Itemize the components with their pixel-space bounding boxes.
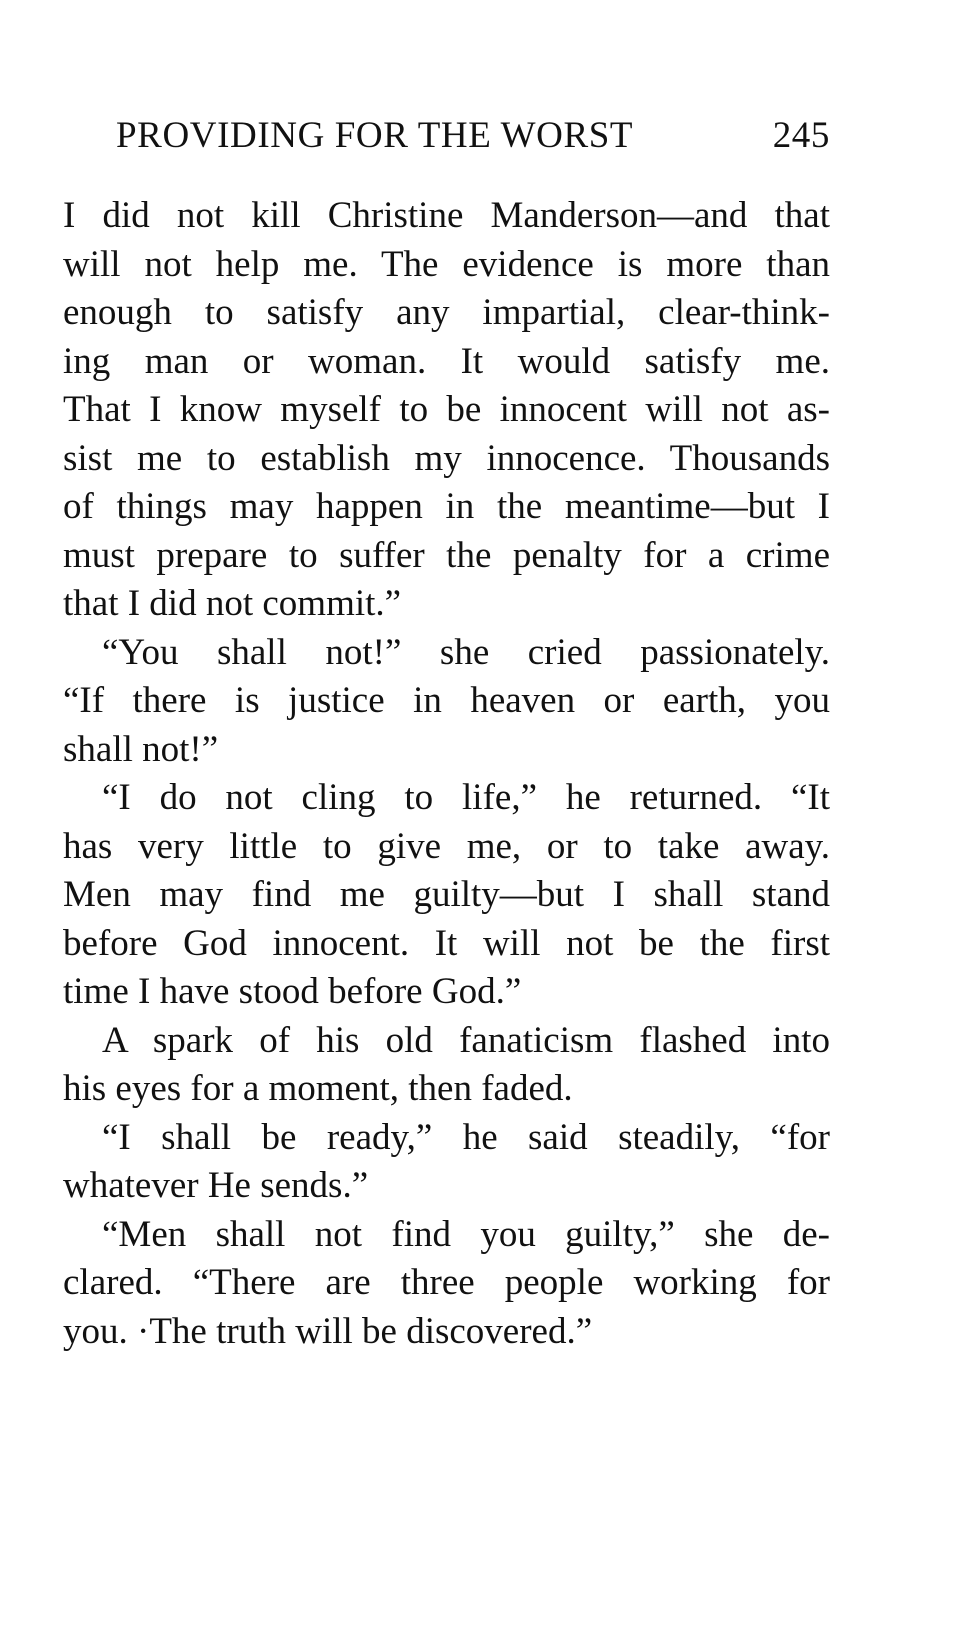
text-line: sist me to establish my innocence. Thousands: [63, 437, 830, 479]
text-line: Men may find me guilty—but I shall stand: [63, 874, 830, 915]
text-line: “Men shall not find you guilty,” she de-: [102, 1213, 830, 1255]
text-line: “You shall not!” she cried passionately.: [102, 631, 830, 673]
text-line: of things may happen in the meantime—but I: [63, 486, 830, 527]
text-line: shall not!”: [63, 728, 219, 770]
text-line: his eyes for a moment, then faded.: [63, 1068, 573, 1109]
text-line: “If there is justice in heaven or earth, you: [63, 680, 830, 721]
text-line: whatever He sends.”: [63, 1165, 369, 1206]
text-line: time I have stood before God.”: [63, 971, 522, 1012]
text-line: A spark of his old fanaticism flashed into: [102, 1019, 830, 1061]
text-line: That I know myself to be innocent will not as-: [63, 389, 830, 430]
text-line: “I shall be ready,” he said steadily, “for: [102, 1116, 830, 1158]
chapter-title: PROVIDING FOR THE WORST: [116, 115, 634, 156]
text-line: I did not kill Christine Manderson—and that: [63, 195, 830, 236]
text-line: that I did not commit.”: [63, 583, 402, 624]
page-number: 245: [772, 115, 830, 156]
text-line: “I do not cling to life,” he returned. “It: [102, 777, 830, 818]
running-head: [116, 114, 830, 164]
body-text: [63, 192, 830, 1356]
text-line: has very little to give me, or to take away.: [63, 825, 830, 867]
text-line: enough to satisfy any impartial, clear-think-: [63, 292, 830, 333]
text-line: must prepare to suffer the penalty for a crime: [63, 534, 830, 576]
text-line: clared. “There are three people working for: [63, 1262, 830, 1303]
text-line: you. ·The truth will be discovered.”: [63, 1310, 593, 1352]
text-line: before God innocent. It will not be the first: [63, 922, 830, 964]
text-line: will not help me. The evidence is more than: [63, 243, 830, 285]
text-line: ing man or woman. It would satisfy me.: [63, 340, 830, 382]
